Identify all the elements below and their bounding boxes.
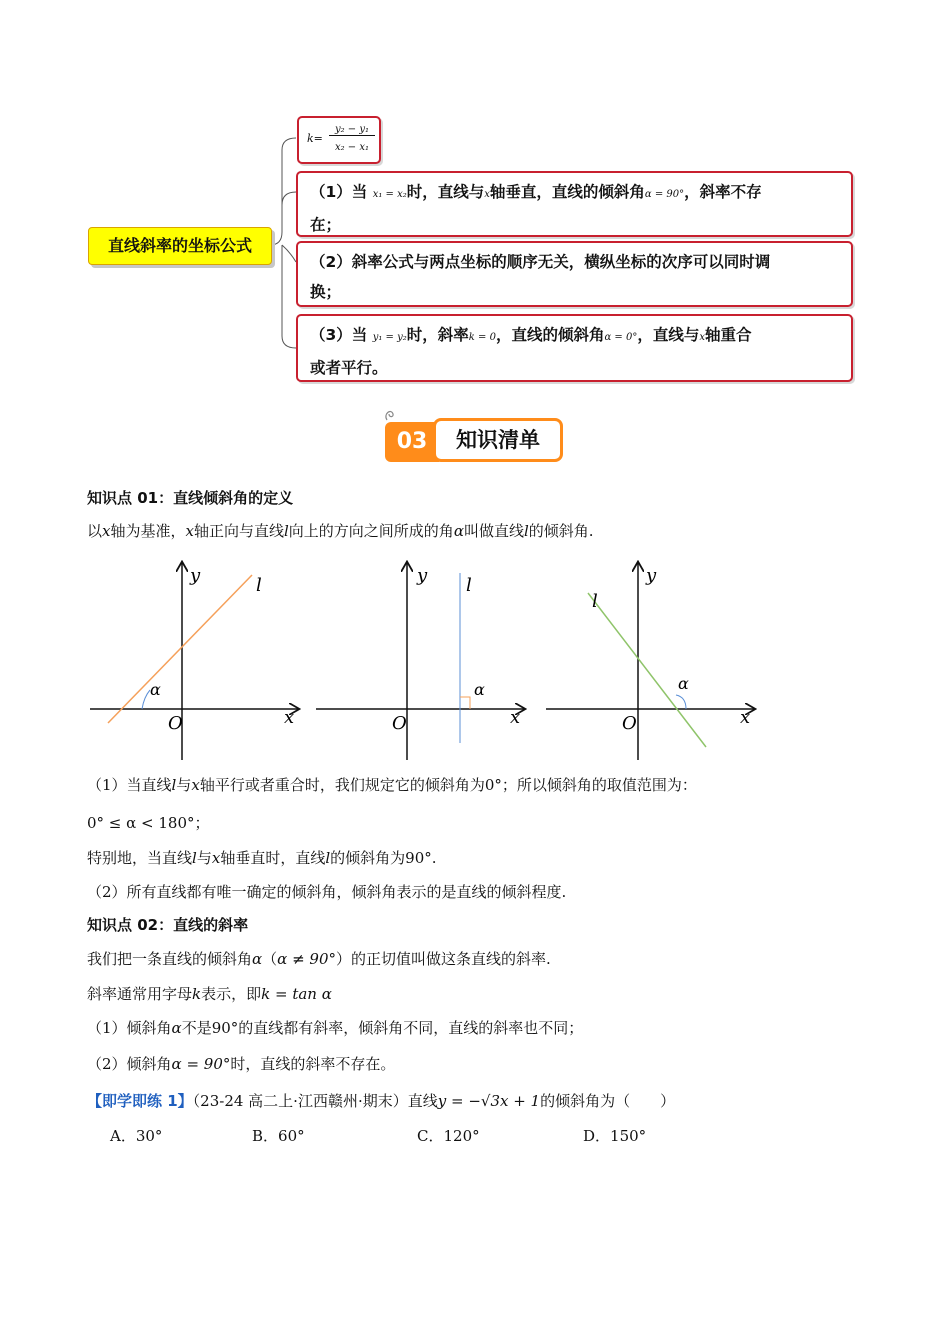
- section-badge: [385, 418, 565, 464]
- kp1-title: 知识点 01：直线倾斜角的定义: [87, 489, 294, 507]
- svg-text:O: O: [392, 713, 407, 734]
- figure-acute-angle: [90, 563, 298, 760]
- kp2-para4: （2）倾斜角α = 90°时，直线的斜率不存在。: [87, 1055, 396, 1073]
- section-title: 知识清单: [433, 418, 563, 462]
- kp2-para2: 斜率通常用字母k表示，即k = tan α: [87, 985, 332, 1003]
- svg-text:α: α: [150, 680, 161, 699]
- exercise-question: 【即学即练 1】（23-24 高二上·江西赣州·期末）直线y = −√3x + 1的倾斜角为（ ）: [87, 1092, 676, 1110]
- figure-right-angle: [316, 563, 524, 760]
- svg-text:O: O: [622, 713, 637, 734]
- option-c[interactable]: C．120°: [417, 1127, 480, 1145]
- svg-text:y: y: [417, 565, 428, 586]
- kp2-title: 知识点 02：直线的斜率: [87, 916, 249, 934]
- figure-obtuse-angle: [546, 563, 754, 760]
- kp2-para3: （1）倾斜角α不是90°的直线都有斜率，倾斜角不同，直线的斜率也不同；: [87, 1019, 584, 1037]
- kp1-para3: （2）所有直线都有唯一确定的倾斜角，倾斜角表示的是直线的倾斜程度.: [87, 883, 567, 901]
- formula-eq: =: [313, 132, 323, 145]
- exercise-equation: y = −√3x + 1: [437, 1092, 541, 1110]
- math-x1-eq-x2: x₁ = x₂: [372, 189, 407, 200]
- mindmap-item-3: （3）当 y₁ = y₂时，斜率k = 0，直线的倾斜角α = 0°，直线与x轴重合 或者平行。: [296, 314, 853, 382]
- svg-text:y: y: [190, 565, 201, 586]
- mindmap-root: 直线斜率的坐标公式: [88, 227, 272, 265]
- svg-text:l: l: [466, 575, 472, 596]
- svg-text:l: l: [256, 575, 262, 596]
- formula-denominator: x₂ − x₁: [334, 142, 370, 153]
- formula-k: k: [307, 132, 314, 145]
- mindmap-item-1: （1）当 x₁ = x₂时，直线与x轴垂直，直线的倾斜角α = 90°，斜率不存 在；: [296, 171, 853, 237]
- svg-text:O: O: [168, 713, 183, 734]
- pin-icon: [381, 404, 401, 424]
- svg-text:x: x: [740, 707, 751, 728]
- kp1-para1: （1）当直线l与x轴平行或者重合时，我们规定它的倾斜角为0°；所以倾斜角的取值范围为：: [87, 776, 697, 794]
- formula-numerator: y₂ − y₁: [329, 124, 375, 136]
- svg-text:α: α: [474, 680, 485, 699]
- svg-text:l: l: [592, 591, 598, 612]
- option-d[interactable]: D．150°: [583, 1127, 647, 1145]
- section-number: 03: [385, 422, 439, 462]
- kp1-range: 0° ≤ α < 180°；: [87, 814, 210, 832]
- option-a[interactable]: A．30°: [110, 1127, 163, 1145]
- svg-text:x: x: [510, 707, 521, 728]
- math-alpha-90: α = 90°: [644, 189, 685, 200]
- exercise-tag: 【即学即练 1】: [87, 1092, 193, 1110]
- kp1-para2: 特别地，当直线l与x轴垂直时，直线l的倾斜角为90°.: [87, 849, 437, 867]
- svg-text:α: α: [678, 674, 689, 693]
- svg-text:y: y: [646, 565, 657, 586]
- inclination-figures: [80, 555, 780, 765]
- option-b[interactable]: B．60°: [252, 1127, 305, 1145]
- svg-text:x: x: [284, 707, 295, 728]
- mindmap-item-2: （2）斜率公式与两点坐标的顺序无关，横纵坐标的次序可以同时调 换；: [296, 241, 853, 307]
- formula-node: [297, 116, 381, 164]
- kp1-definition: 以x轴为基准，x轴正向与直线l向上的方向之间所成的角α叫做直线l的倾斜角.: [87, 522, 594, 540]
- kp2-para1: 我们把一条直线的倾斜角α（α ≠ 90°）的正切值叫做这条直线的斜率.: [87, 950, 551, 968]
